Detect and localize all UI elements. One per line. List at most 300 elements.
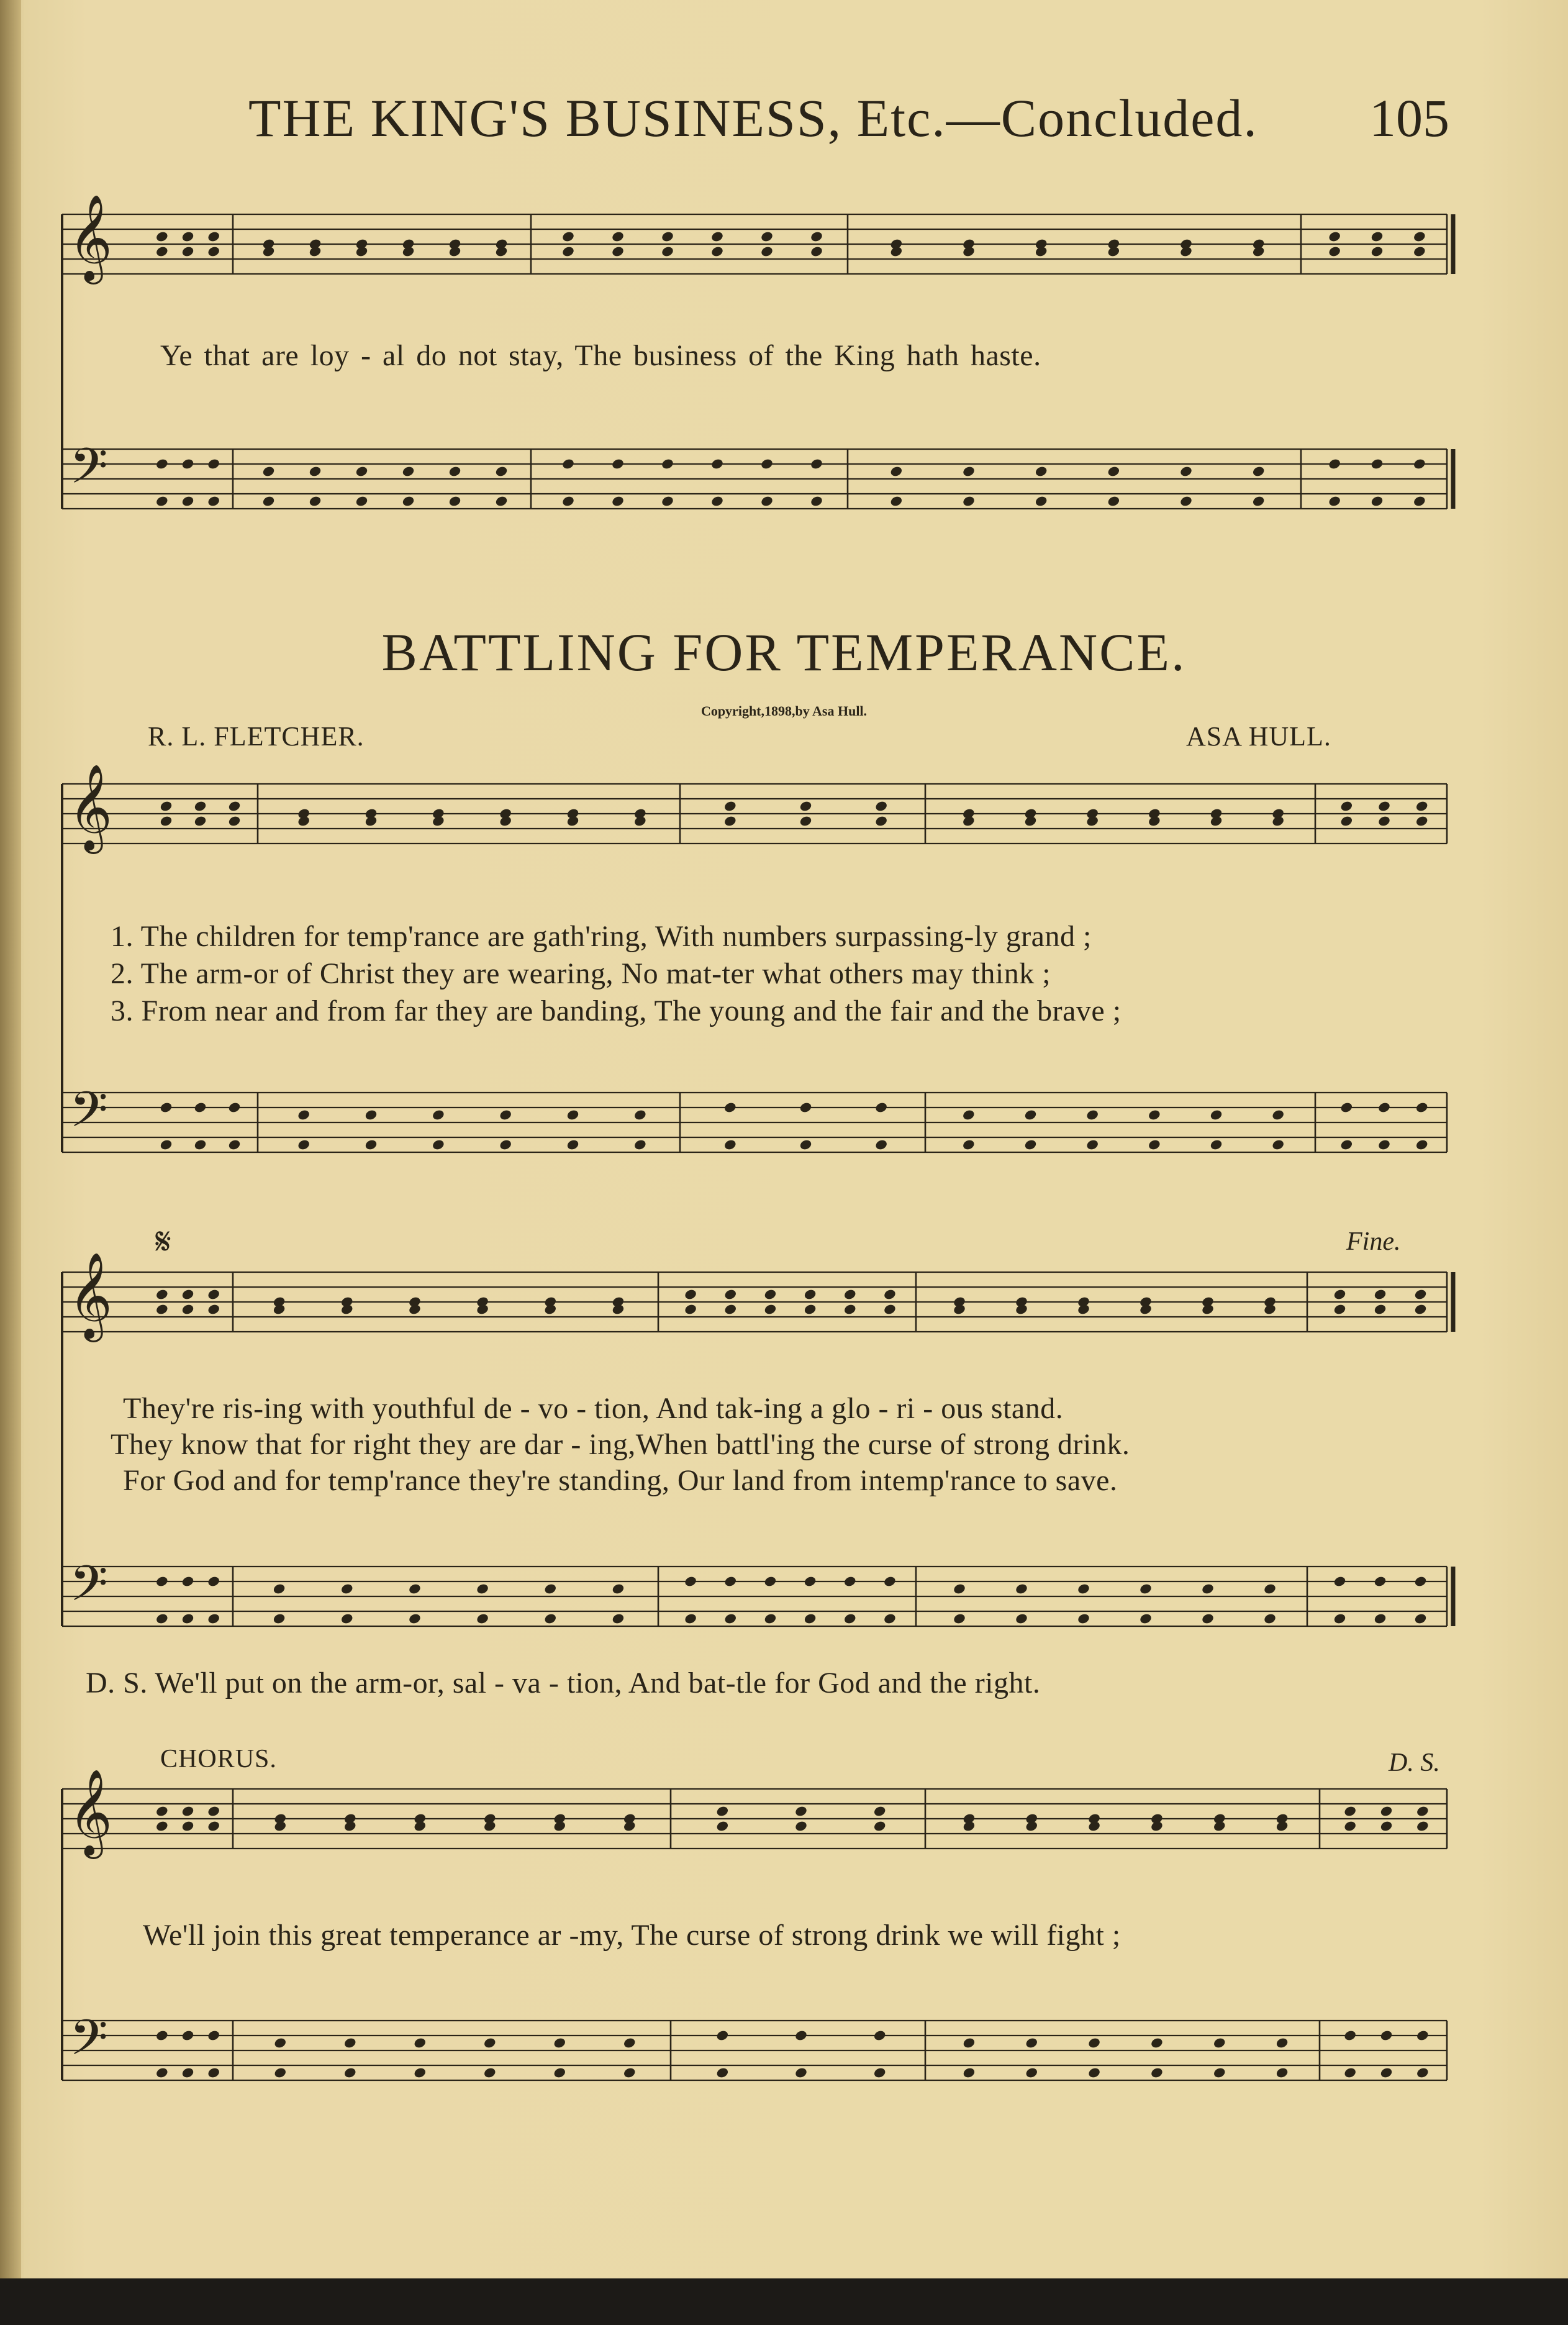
treble-note (1271, 815, 1285, 827)
bass-note (566, 1139, 579, 1151)
bass-note (1209, 1109, 1223, 1121)
treble-note (408, 1303, 422, 1316)
bass-note (408, 1613, 422, 1625)
bass-note (193, 1139, 207, 1151)
bass-note (448, 495, 461, 507)
bass-note (1377, 1101, 1391, 1114)
bass-note (611, 1613, 625, 1625)
bass-note (1415, 1139, 1429, 1151)
treble-note (760, 245, 774, 258)
treble-note (810, 230, 823, 243)
treble-note (181, 245, 194, 258)
bass-note (159, 1139, 173, 1151)
bass-note (494, 465, 508, 478)
treble-note (1085, 815, 1099, 827)
verse-1-line-2: They're ris-ing with youthful de - vo - tion, And tak-ing a glo - ri - ous stand. (123, 1392, 1064, 1425)
bass-note (953, 1613, 966, 1625)
bass-note (611, 1583, 625, 1595)
chorus-label: CHORUS. (160, 1745, 277, 1773)
treble-note (1339, 815, 1353, 827)
bass-note (1339, 1139, 1353, 1151)
treble-note (799, 800, 812, 812)
treble-note (1023, 815, 1037, 827)
bass-note (543, 1613, 557, 1625)
bass-note (874, 1101, 888, 1114)
bass-note (623, 2067, 637, 2079)
bass-note (1373, 1575, 1387, 1588)
bass-note (155, 2067, 169, 2079)
treble-note (723, 800, 737, 812)
bass-note (340, 1583, 354, 1595)
treble-note (155, 1303, 169, 1316)
bass-note (364, 1139, 378, 1151)
treble-note (962, 1820, 976, 1832)
treble-note (193, 815, 207, 827)
treble-note (874, 815, 888, 827)
prev-hymn-lyric: Ye that are loy - al do not stay, The business of the King hath haste. (160, 339, 1041, 372)
page-number: 105 (1369, 88, 1449, 148)
treble-note (207, 1303, 220, 1316)
bass-note (962, 2067, 976, 2079)
bass-note (874, 1139, 888, 1151)
bass-note (1148, 1109, 1161, 1121)
bass-note (1328, 458, 1341, 470)
bass-note (1035, 495, 1048, 507)
bass-note (1209, 1139, 1223, 1151)
bass-note (803, 1613, 817, 1625)
treble-note (883, 1303, 897, 1316)
chorus-lyric: We'll join this great temperance ar -my, The curse of strong drink we will fight ; (143, 1919, 1121, 1952)
treble-note (1415, 815, 1429, 827)
treble-note (1413, 1303, 1427, 1316)
treble-note (1413, 245, 1426, 258)
bass-note (723, 1139, 737, 1151)
bass-note (1377, 1139, 1391, 1151)
bass-note (760, 458, 774, 470)
verse-2-line-1: 2. The arm-or of Christ they are wearing, No mat-ter what others may think ; (111, 957, 1051, 990)
bass-note (1271, 1139, 1285, 1151)
bass-note (794, 2067, 808, 2079)
treble-note (1333, 1303, 1346, 1316)
bass-note (873, 2029, 887, 2042)
treble-note (1370, 245, 1384, 258)
bass-note (308, 495, 322, 507)
treble-note (810, 245, 823, 258)
treble-note (763, 1303, 777, 1316)
bass-note (962, 495, 976, 507)
bass-note (408, 1583, 422, 1595)
bass-note (1275, 2067, 1289, 2079)
treble-note (1343, 1805, 1357, 1818)
bass-note (207, 2029, 220, 2042)
treble-note (308, 245, 322, 258)
bass-note (710, 495, 724, 507)
bass-note (343, 2067, 357, 2079)
bass-note (1416, 2067, 1430, 2079)
treble-note (1179, 245, 1193, 258)
verse-2-line-2: They know that for right they are dar - ing,When battl'ing the curse of strong drink. (111, 1428, 1130, 1461)
bass-note (483, 2037, 497, 2049)
treble-note (364, 815, 378, 827)
bass-note (483, 2067, 497, 2079)
bass-note (684, 1575, 697, 1588)
bass-note (181, 495, 194, 507)
treble-note (794, 1820, 808, 1832)
bass-note (889, 465, 903, 478)
bass-note (1139, 1583, 1153, 1595)
bass-note (1201, 1583, 1215, 1595)
treble-note (1373, 1288, 1387, 1301)
bass-note (1416, 2029, 1430, 2042)
treble-note (207, 1288, 220, 1301)
treble-note (207, 230, 220, 243)
bass-note (207, 495, 220, 507)
bass-note (1179, 465, 1193, 478)
treble-note (1328, 245, 1341, 258)
bass-note (962, 2037, 976, 2049)
treble-note (715, 1820, 729, 1832)
bass-note (611, 495, 625, 507)
treble-note (343, 1820, 357, 1832)
bass-note (1370, 458, 1384, 470)
composer: ASA HULL. (1186, 721, 1331, 752)
treble-note (207, 245, 220, 258)
verse-3-line-1: 3. From near and from far they are banding, The young and the fair and the brave ; (111, 994, 1122, 1027)
treble-note (448, 245, 461, 258)
treble-note (953, 1303, 966, 1316)
treble-note (1077, 1303, 1090, 1316)
bass-note (413, 2067, 427, 2079)
treble-note (889, 245, 903, 258)
bass-note (181, 2067, 194, 2079)
bass-note (1015, 1583, 1028, 1595)
bass-note (432, 1139, 445, 1151)
treble-note (1209, 815, 1223, 827)
treble-note (633, 815, 647, 827)
bass-note (355, 465, 368, 478)
bass-note (611, 458, 625, 470)
bass-note (810, 495, 823, 507)
bass-clef: 𝄢 (70, 1081, 108, 1150)
treble-note (155, 245, 169, 258)
bass-note (633, 1139, 647, 1151)
bass-note (1413, 1575, 1427, 1588)
bass-note (1339, 1101, 1353, 1114)
treble-note (261, 245, 275, 258)
treble-note (340, 1303, 354, 1316)
bass-note (272, 1613, 286, 1625)
treble-note (1343, 1820, 1357, 1832)
treble-note (181, 230, 194, 243)
ds-mark: D. S. (1389, 1749, 1440, 1777)
treble-note (873, 1820, 887, 1832)
treble-note (1373, 1303, 1387, 1316)
bass-note (1077, 1583, 1090, 1595)
bass-note (723, 1613, 737, 1625)
bass-note (181, 458, 194, 470)
bass-note (272, 1583, 286, 1595)
treble-note (207, 1805, 220, 1818)
bass-note (1213, 2037, 1226, 2049)
treble-note (494, 245, 508, 258)
treble-note (661, 230, 674, 243)
treble-note (962, 815, 976, 827)
bass-clef: 𝄢 (70, 1555, 108, 1624)
copyright-notice: Copyright,1898,by Asa Hull. (700, 703, 868, 719)
treble-note (623, 1820, 637, 1832)
bass-note (763, 1613, 777, 1625)
bass-note (661, 495, 674, 507)
treble-note (1150, 1820, 1164, 1832)
treble-note (1035, 245, 1048, 258)
treble-note (1263, 1303, 1277, 1316)
verse-3-line-2: For God and for temp'rance they're standing, Our land from intemp'rance to save. (123, 1464, 1118, 1497)
treble-note (710, 245, 724, 258)
treble-note (873, 1805, 887, 1818)
treble-note (1213, 1820, 1226, 1832)
treble-note (561, 230, 575, 243)
treble-note (1377, 815, 1391, 827)
treble-note (273, 1820, 287, 1832)
bass-note (1077, 1613, 1090, 1625)
bass-note (401, 465, 415, 478)
bass-note (340, 1613, 354, 1625)
bass-note (155, 495, 169, 507)
bass-note (155, 458, 169, 470)
bass-note (227, 1101, 241, 1114)
bass-note (207, 2067, 220, 2079)
treble-note (227, 815, 241, 827)
bass-note (1328, 495, 1341, 507)
treble-note (1339, 800, 1353, 812)
treble-note (874, 800, 888, 812)
treble-note (181, 1820, 194, 1832)
bass-note (1379, 2029, 1393, 2042)
treble-note (794, 1805, 808, 1818)
bass-note (308, 465, 322, 478)
bass-note (843, 1613, 857, 1625)
treble-note (684, 1303, 697, 1316)
bass-note (1413, 458, 1426, 470)
bass-note (889, 495, 903, 507)
bass-note (1023, 1139, 1037, 1151)
bass-note (261, 495, 275, 507)
treble-note (1015, 1303, 1028, 1316)
bass-note (448, 465, 461, 478)
bass-note (432, 1109, 445, 1121)
bass-note (553, 2067, 566, 2079)
treble-note (1201, 1303, 1215, 1316)
bass-note (476, 1583, 489, 1595)
treble-note (715, 1805, 729, 1818)
treble-note (181, 1303, 194, 1316)
treble-note (760, 230, 774, 243)
treble-note (661, 245, 674, 258)
treble-note (710, 230, 724, 243)
treble-note (763, 1288, 777, 1301)
fine-mark: Fine. (1346, 1227, 1401, 1256)
treble-note (611, 230, 625, 243)
treble-note (1148, 815, 1161, 827)
bass-note (843, 1575, 857, 1588)
bass-note (159, 1101, 173, 1114)
bass-note (1343, 2067, 1357, 2079)
bass-note (566, 1109, 579, 1121)
treble-note (1416, 1820, 1430, 1832)
treble-note (1333, 1288, 1346, 1301)
bass-note (1413, 495, 1426, 507)
treble-clef: 𝄞 (68, 1252, 112, 1339)
treble-note (207, 1820, 220, 1832)
treble-note (401, 245, 415, 258)
bass-note (207, 1575, 220, 1588)
bass-note (1107, 495, 1120, 507)
bass-note (1373, 1613, 1387, 1625)
bass-note (1333, 1575, 1346, 1588)
treble-note (1252, 245, 1266, 258)
treble-clef: 𝄞 (68, 194, 112, 281)
bass-note (1107, 465, 1120, 478)
bass-note (1139, 1613, 1153, 1625)
bass-note (661, 458, 674, 470)
treble-note (883, 1288, 897, 1301)
treble-note (843, 1303, 857, 1316)
treble-note (227, 800, 241, 812)
segno-sign: 𝄋 (155, 1221, 171, 1262)
treble-note (684, 1288, 697, 1301)
bass-note (561, 458, 575, 470)
bass-note (1343, 2029, 1357, 2042)
bass-note (794, 2029, 808, 2042)
bass-clef: 𝄢 (70, 2009, 108, 2078)
bass-note (1370, 495, 1384, 507)
treble-note (272, 1303, 286, 1316)
bass-note (553, 2037, 566, 2049)
bass-note (1023, 1109, 1037, 1121)
treble-note (355, 245, 368, 258)
treble-note (432, 815, 445, 827)
treble-note (155, 230, 169, 243)
treble-note (566, 815, 579, 827)
bass-note (1035, 465, 1048, 478)
bass-note (181, 2029, 194, 2042)
treble-note (181, 1805, 194, 1818)
treble-note (1107, 245, 1120, 258)
bass-note (715, 2029, 729, 2042)
treble-note (483, 1820, 497, 1832)
lyricist: R. L. FLETCHER. (148, 721, 365, 752)
bass-note (499, 1109, 512, 1121)
bass-note (684, 1613, 697, 1625)
treble-clef: 𝄞 (68, 764, 112, 850)
treble-note (1413, 230, 1426, 243)
bass-note (1025, 2067, 1038, 2079)
treble-note (803, 1288, 817, 1301)
bass-note (401, 495, 415, 507)
treble-note (1370, 230, 1384, 243)
bass-note (962, 465, 976, 478)
hymn-title: BATTLING FOR TEMPERANCE. (381, 622, 1187, 682)
treble-note (499, 815, 512, 827)
bass-note (227, 1139, 241, 1151)
bass-note (1148, 1139, 1161, 1151)
bass-note (1085, 1109, 1099, 1121)
bass-note (1413, 1613, 1427, 1625)
treble-note (476, 1303, 489, 1316)
bass-note (181, 1575, 194, 1588)
bass-note (723, 1575, 737, 1588)
bass-note (633, 1109, 647, 1121)
bass-note (623, 2037, 637, 2049)
treble-note (1275, 1820, 1289, 1832)
bass-note (413, 2037, 427, 2049)
bass-note (364, 1109, 378, 1121)
bass-note (1085, 1139, 1099, 1151)
bass-note (476, 1613, 489, 1625)
bass-note (799, 1139, 812, 1151)
bass-note (883, 1575, 897, 1588)
treble-note (962, 245, 976, 258)
bass-note (962, 1109, 976, 1121)
treble-note (553, 1820, 566, 1832)
bass-note (710, 458, 724, 470)
bass-note (723, 1101, 737, 1114)
treble-note (723, 1303, 737, 1316)
bass-note (715, 2067, 729, 2079)
treble-note (297, 815, 310, 827)
bass-note (193, 1101, 207, 1114)
bass-note (561, 495, 575, 507)
bass-note (155, 2029, 169, 2042)
bass-note (962, 1139, 976, 1151)
bass-note (953, 1583, 966, 1595)
bass-note (1201, 1613, 1215, 1625)
treble-note (155, 1805, 169, 1818)
treble-note (159, 800, 173, 812)
bass-note (297, 1109, 310, 1121)
bass-note (181, 1613, 194, 1625)
bass-note (883, 1613, 897, 1625)
bass-note (207, 1613, 220, 1625)
bass-note (803, 1575, 817, 1588)
bass-note (261, 465, 275, 478)
bass-note (1179, 495, 1193, 507)
treble-note (723, 815, 737, 827)
bass-note (494, 495, 508, 507)
bass-note (1379, 2067, 1393, 2079)
treble-note (611, 245, 625, 258)
bass-note (273, 2037, 287, 2049)
bass-note (1415, 1101, 1429, 1114)
treble-note (1415, 800, 1429, 812)
bass-note (1271, 1109, 1285, 1121)
treble-note (1416, 1805, 1430, 1818)
bass-note (297, 1139, 310, 1151)
bass-note (1263, 1583, 1277, 1595)
bass-note (810, 458, 823, 470)
bass-note (155, 1613, 169, 1625)
bass-note (499, 1139, 512, 1151)
bass-note (799, 1101, 812, 1114)
bass-note (1263, 1613, 1277, 1625)
treble-note (155, 1820, 169, 1832)
bass-note (1087, 2067, 1101, 2079)
bass-note (1015, 1613, 1028, 1625)
treble-note (1025, 1820, 1038, 1832)
bass-note (1150, 2067, 1164, 2079)
bass-note (760, 495, 774, 507)
treble-note (155, 1288, 169, 1301)
